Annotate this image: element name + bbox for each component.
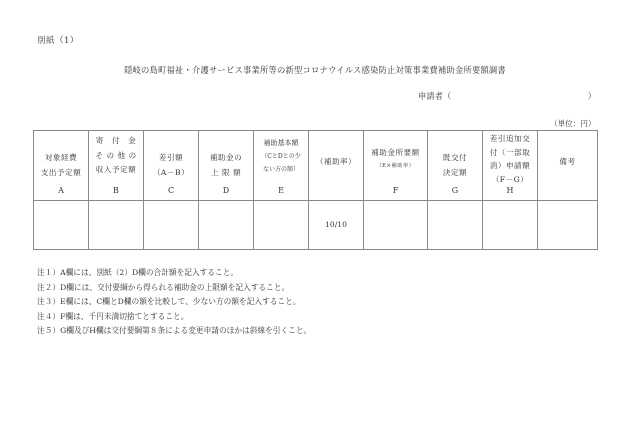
cell-h[interactable] bbox=[483, 201, 538, 250]
cell-c[interactable] bbox=[144, 201, 199, 250]
cell-b[interactable] bbox=[89, 201, 144, 250]
header-col-e: 補助基本額 （CとDとの少 ない方の額） E bbox=[254, 131, 309, 201]
header-col-c: 差引額 （A－B） C bbox=[144, 131, 199, 201]
column-letter: F bbox=[392, 185, 399, 195]
header-col-rate: （補助率） bbox=[309, 131, 364, 201]
cell-g[interactable] bbox=[428, 201, 483, 250]
header-col-h: 差引追加交 付（一部取 消）申請額 （F－G） H bbox=[483, 131, 538, 201]
note-item: 注４）F欄は、千円未満切捨てとすること。 bbox=[37, 311, 189, 321]
budget-table bbox=[33, 130, 598, 250]
cell-d[interactable] bbox=[199, 201, 254, 250]
header-col-d: 補助金の 上 限 額 D bbox=[199, 131, 254, 201]
cell-rate: 10/10 bbox=[309, 201, 364, 250]
table-row bbox=[34, 201, 598, 250]
header-col-g: 既交付 決定額 G bbox=[428, 131, 483, 201]
applicant-close-paren: ） bbox=[587, 91, 596, 101]
header-col-remarks: 備考 bbox=[538, 131, 598, 201]
note-item: 注３）E欄には、C欄とD欄の額を比較して、少ない方の額を記入すること。 bbox=[37, 297, 301, 306]
attachment-label: 別紙（1） bbox=[37, 36, 79, 46]
column-letter: E bbox=[278, 185, 284, 195]
applicant-label: 申請者（ bbox=[418, 91, 452, 101]
document-title: 隠岐の島町福祉・介護サービス事業所等の新型コロナウイルス感染防止対策事業費補助金所要額調書 bbox=[124, 65, 506, 75]
column-letter: B bbox=[113, 185, 119, 195]
header-col-f: 補助金所要額 （E×補助率） F bbox=[364, 131, 428, 201]
table-header-row bbox=[34, 131, 598, 201]
column-letter: G bbox=[451, 185, 459, 195]
note-item: 注５）G欄及びH欄は交付要綱第８条による変更申請のほかは斜線を引くこと。 bbox=[37, 326, 312, 335]
column-letter: D bbox=[222, 185, 230, 195]
notes-section bbox=[37, 266, 311, 339]
cell-e[interactable] bbox=[254, 201, 309, 250]
note-item: 注１）A欄には、別紙（2）D欄の合計額を記入すること。 bbox=[37, 268, 239, 277]
cell-remarks[interactable] bbox=[538, 201, 598, 250]
unit-label: （単位：円） bbox=[550, 119, 596, 128]
cell-a[interactable] bbox=[34, 201, 89, 250]
column-letter: A bbox=[58, 185, 64, 195]
column-letter: C bbox=[167, 185, 175, 195]
applicant-field[interactable] bbox=[418, 90, 596, 102]
header-col-a: 対象経費 支出予定額 A bbox=[34, 131, 89, 201]
cell-f[interactable] bbox=[364, 201, 428, 250]
note-item: 注２）D欄には、交付要綱から得られる補助金の上限額を記入すること。 bbox=[37, 282, 290, 292]
column-letter: H bbox=[506, 185, 514, 195]
header-col-b: 寄 付 金 そ の 他 の 収入予定額 B bbox=[89, 131, 144, 201]
